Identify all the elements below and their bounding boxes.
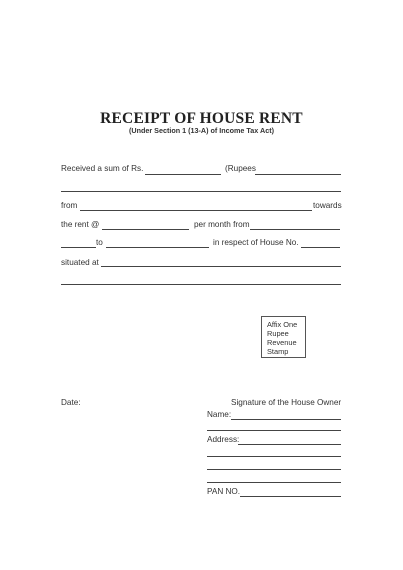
situated-label: situated at	[61, 258, 99, 267]
period-start-date-line	[61, 247, 96, 248]
name-continuation-line	[207, 430, 341, 431]
name-label: Name:	[207, 410, 232, 419]
rent-rate-line	[102, 229, 189, 230]
date-label: Date:	[61, 398, 81, 407]
signature-label: Signature of the House Owner	[231, 398, 342, 407]
rupees-words-line	[255, 174, 341, 175]
document-title: RECEIPT OF HOUSE RENT	[100, 110, 303, 127]
rupees-label: (Rupees	[225, 164, 256, 173]
pan-label: PAN NO.	[207, 487, 241, 496]
owner-address-line	[238, 444, 341, 445]
stamp-line: Revenue	[267, 338, 297, 347]
owner-address-line-2	[207, 456, 341, 457]
owner-address-line-4	[207, 482, 341, 483]
received-label: Received a sum of Rs.	[61, 164, 144, 173]
per-month-label: per month from	[194, 220, 250, 229]
house-number-line	[301, 247, 340, 248]
revenue-stamp-box	[261, 316, 306, 358]
address-label: Address:	[207, 435, 240, 444]
pan-line	[240, 496, 341, 497]
address-line	[101, 266, 341, 267]
address-continuation-line	[61, 284, 341, 285]
stamp-line: Rupee	[267, 329, 289, 338]
from-label: from	[61, 201, 78, 210]
stamp-line: Affix One	[267, 320, 298, 329]
amount-line	[145, 174, 221, 175]
payer-line	[80, 210, 312, 211]
period-start-line	[250, 229, 340, 230]
period-end-line	[106, 247, 209, 248]
towards-label: towards	[313, 201, 342, 210]
name-line	[231, 419, 341, 420]
rent-label: the rent @	[61, 220, 100, 229]
house-number-label: in respect of House No.	[213, 238, 299, 247]
to-label: to	[96, 238, 103, 247]
stamp-line: Stamp	[267, 347, 289, 356]
rupees-words-continuation-line	[61, 191, 341, 192]
document-subtitle: (Under Section 1 (13-A) of Income Tax Act)	[129, 126, 274, 135]
owner-address-line-3	[207, 469, 341, 470]
